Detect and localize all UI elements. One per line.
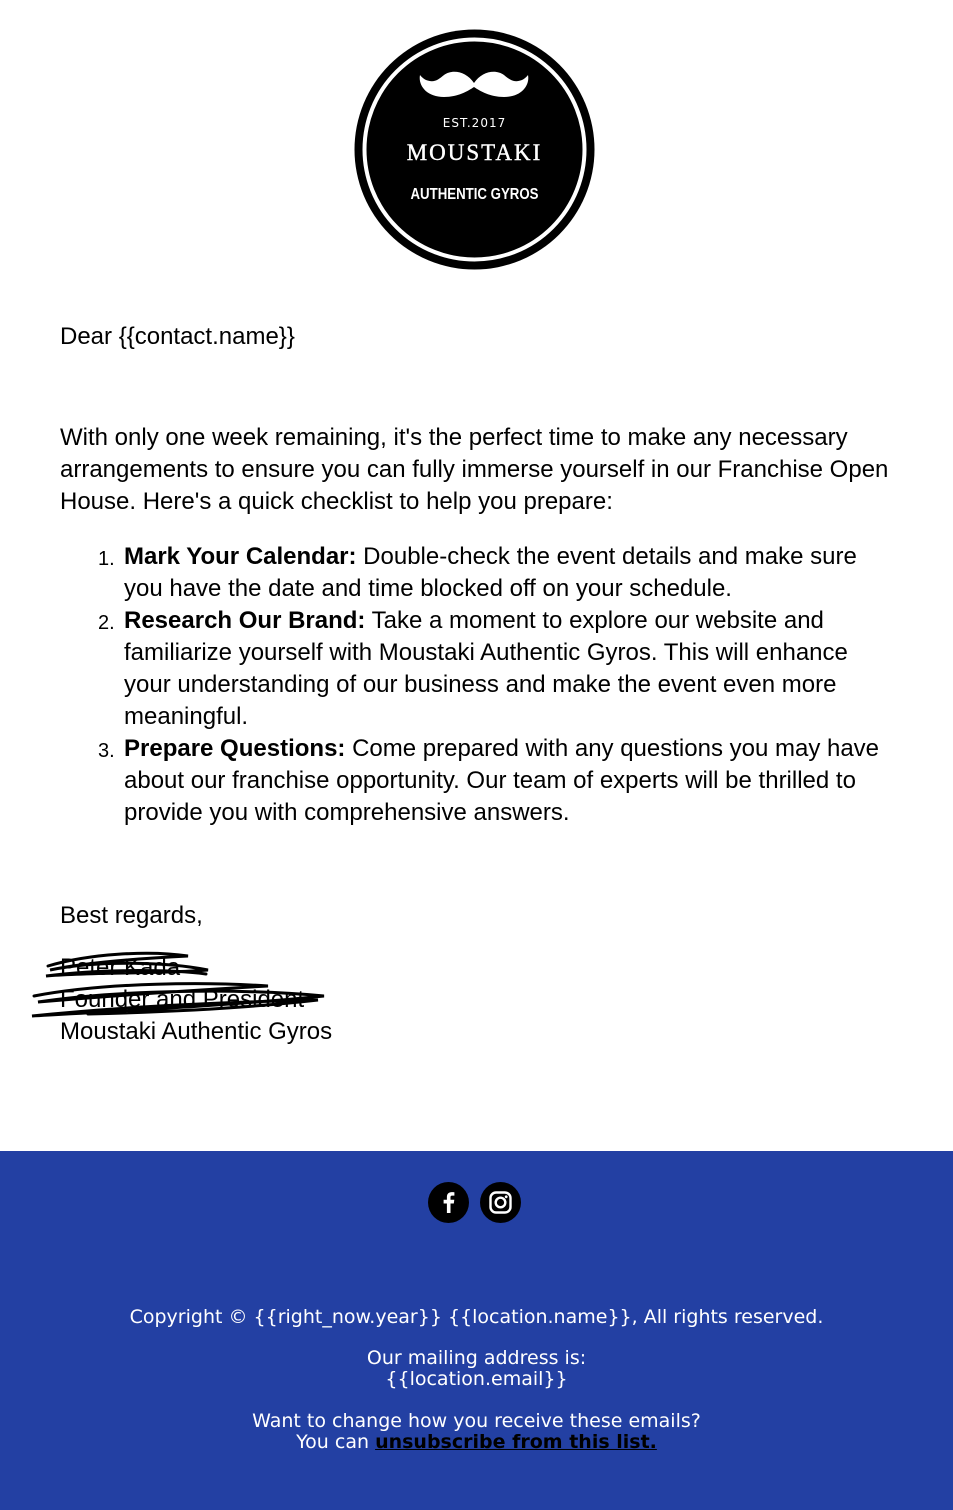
mailing-address-label: Our mailing address is: [366,1347,587,1369]
signer-name-redacted: Peter Kada [60,954,181,981]
unsubscribe-line [0,1432,953,1453]
list-item [98,733,890,829]
facebook-icon[interactable] [428,1182,469,1223]
list-item-lead: Prepare Questions: [124,735,346,762]
list-number: 3. [98,740,115,762]
copyright-text: Copyright © {{right_now.year}} {{location.name}}, All rights reserved. [129,1306,824,1328]
mailing-address-value: {{location.email}} [385,1368,568,1390]
instagram-icon[interactable] [480,1182,521,1223]
list-number: 1. [98,548,115,570]
list-number: 2. [98,612,115,634]
list-item-text: Take a moment to explore our website and familiarize yourself with Moustaki Authentic Gyros. This will enhance your understanding of our business and make the event even more meaningful. [124,607,848,730]
signer-title-redacted: Founder and President [60,986,305,1013]
list-item [98,541,890,605]
checklist [60,541,890,829]
list-item-text: Come prepared with any questions you may have about our franchise opportunity. Our team of experts will be thrilled to provide you with comprehensive answers. [124,735,880,826]
intro-paragraph: With only one week remaining, it's the perfect time to make any necessary arrangements to ensure you can fully immerse yourself in our Franchise Open House. Here's a quick checklist to help you prepare: [60,424,889,515]
list-item [98,605,890,733]
change-preferences-text: Want to change how you receive these emails? [252,1410,701,1432]
you-can-text: You can [296,1431,376,1453]
list-item-lead: Research Our Brand: [124,607,366,634]
list-item-lead: Mark Your Calendar: [124,543,357,570]
logo-tagline: AUTHENTIC GYROS [410,186,539,203]
unsubscribe-link[interactable]: unsubscribe from this list. [375,1431,657,1453]
greeting: Dear {{contact.name}} [60,323,295,350]
social-links [428,1182,524,1224]
footer [0,1151,953,1510]
closing: Best regards, [60,902,203,929]
logo-brand: MOUSTAKI [406,140,543,165]
list-item-text: Double-check the event details and make sure you have the date and time blocked off on your schedule. [124,543,857,602]
moustaki-logo [354,29,595,270]
logo-est: EST.2017 [442,116,507,130]
company-name: Moustaki Authentic Gyros [60,1018,333,1045]
